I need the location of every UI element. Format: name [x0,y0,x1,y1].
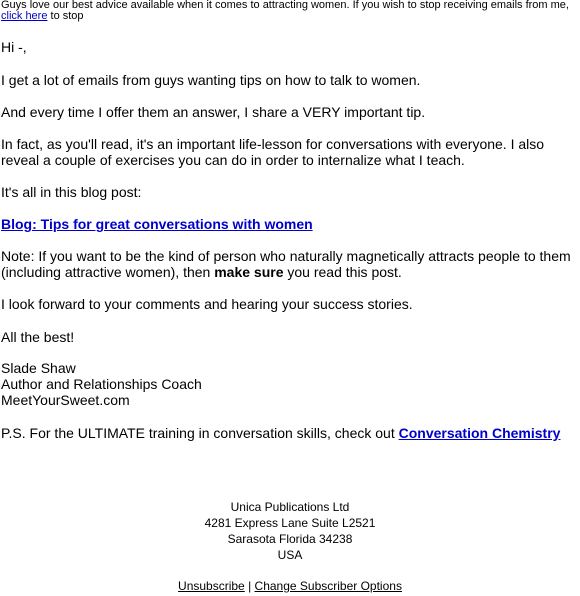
signature [1,360,579,408]
change-subscriber-options-link[interactable]: Change Subscriber Options [254,579,402,593]
signoff: All the best! [1,329,75,345]
blog-post-link[interactable]: Blog: Tips for great conversations with women [1,216,313,232]
footer-address [0,499,580,563]
footer-country: USA [277,548,303,562]
footer-links [0,578,580,594]
paragraph-blog-intro: It's all in this blog post: [1,184,142,200]
preheader-tail: to stop [47,10,84,22]
note-emphasis: make sure [214,264,284,280]
footer-city: Sarasota Florida 34238 [227,532,353,546]
footer-separator: | [244,579,255,593]
footer-street: 4281 Express Lane Suite L2521 [204,516,376,530]
preheader [1,0,575,22]
signature-title: Author and Relationships Coach [1,376,202,392]
ps-text: P.S. For the ULTIMATE training in conversation skills, check out [1,425,399,441]
paragraph-life-lesson: In fact, as you'll read, it's an important life-lesson for conversations with everyone. I also reveal a couple of exercises you can do in order to internalize what I teach. [1,136,545,168]
note-text-start: Note: If you want to be the kind of person who naturally magnetically attracts people to them (including attractive women), then [1,248,571,280]
signature-name: Slade Shaw [1,360,76,376]
greeting: Hi -, [1,39,27,55]
signature-site: MeetYourSweet.com [1,392,130,408]
paragraph-comments: I look forward to your comments and hearing your success stories. [1,296,413,312]
paragraph-ps [1,425,579,441]
conversation-chemistry-link[interactable]: Conversation Chemistry [398,425,561,441]
note-text-end: you read this post. [283,264,402,280]
blog-link-paragraph [1,216,579,232]
paragraph-intro: I get a lot of emails from guys wanting tips on how to talk to women. [1,72,421,88]
paragraph-tip: And every time I offer them an answer, I share a VERY important tip. [1,104,426,120]
paragraph-note [1,248,579,280]
preheader-text: Guys love our best advice available when it comes to attracting women. If you wish to stop receiving emails from me, [1,0,569,11]
unsubscribe-link[interactable]: Unsubscribe [178,579,245,593]
unsubscribe-click-here-link[interactable]: click here [1,10,48,22]
footer-company: Unica Publications Ltd [230,500,350,514]
